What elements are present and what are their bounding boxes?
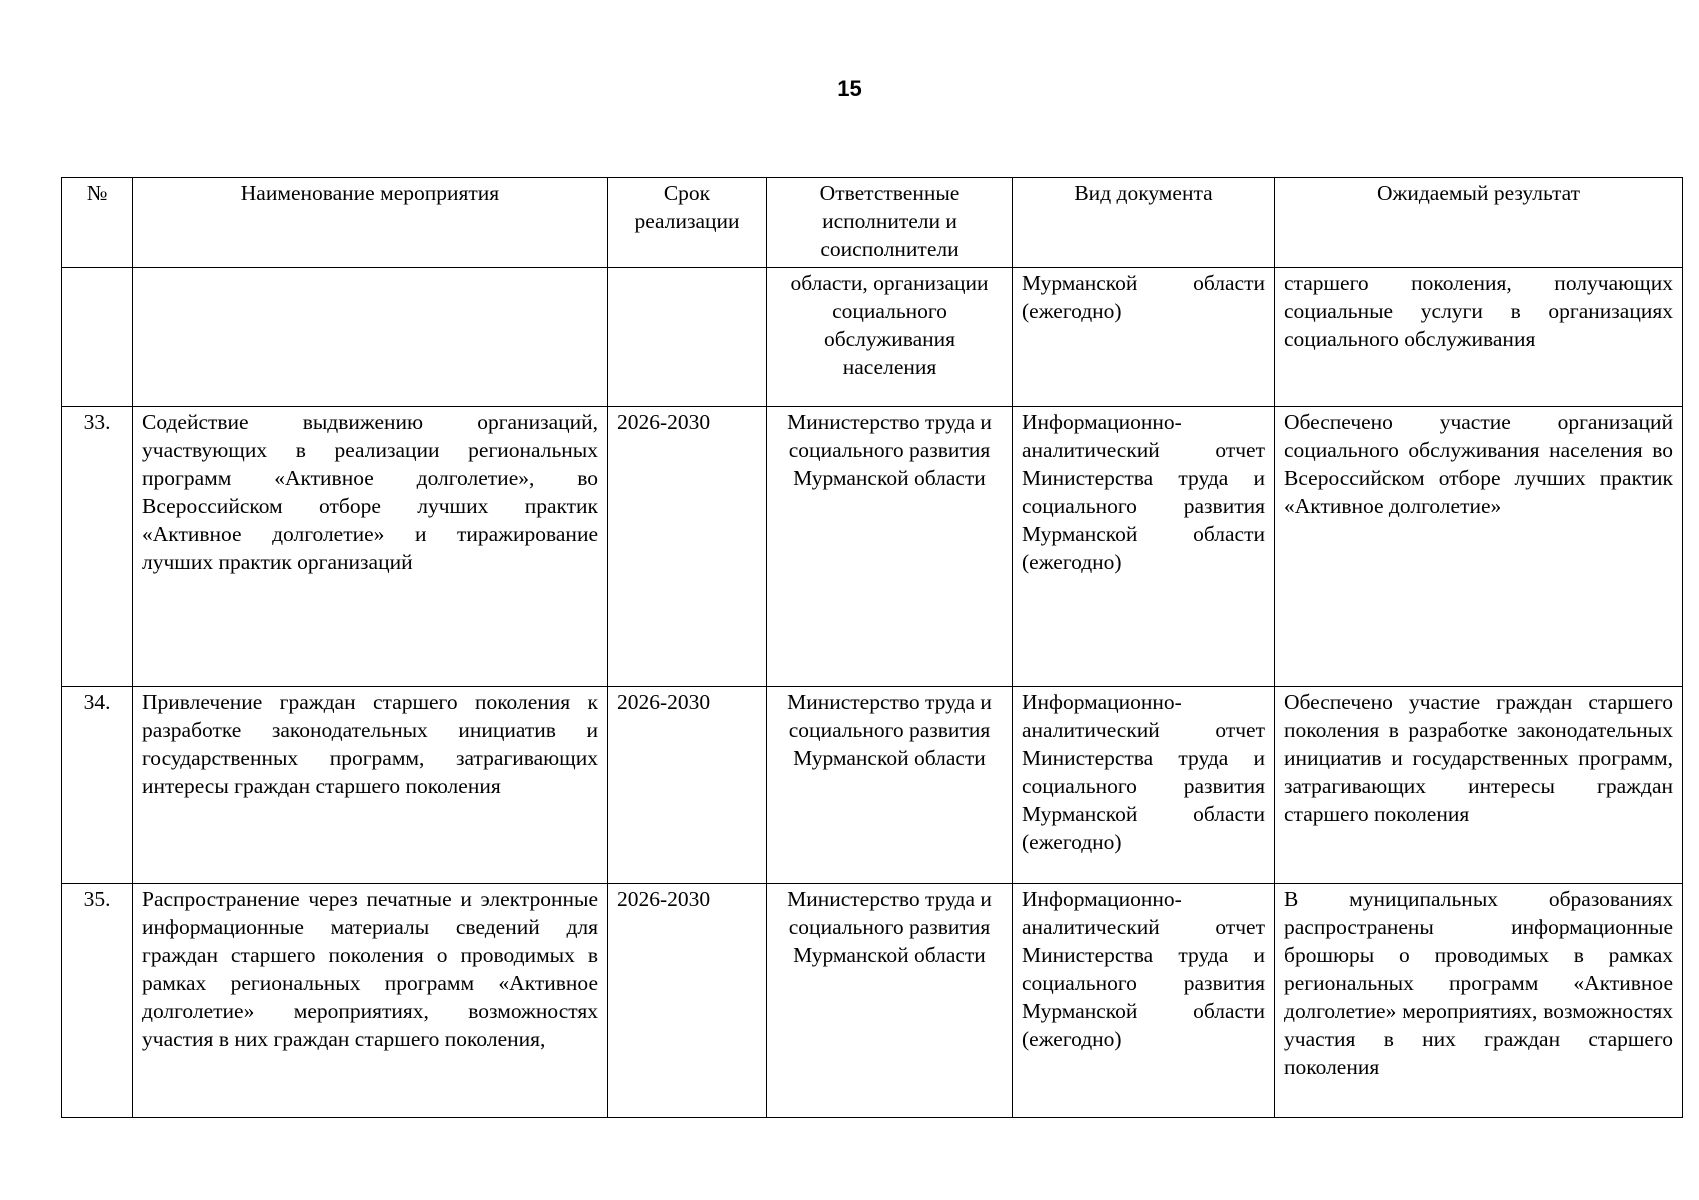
cell-executors: Министерство труда и социального развития Мурманской области: [767, 687, 1013, 884]
cell-num: 34.: [62, 687, 133, 884]
cell-name: Привлечение граждан старшего поколения к разработке законодательных инициатив и государственных программ, затрагивающих интересы граждан старшего поколения: [133, 687, 608, 884]
table-row-34: [62, 687, 1683, 884]
table-header-row: [62, 178, 1683, 268]
table-row-33: [62, 407, 1683, 687]
cell-executors: области, организации социального обслуживания населения: [767, 268, 1013, 407]
cell-doc-type: Информационно-аналитический отчет Министерства труда и социального развития Мурманской области (ежегодно): [1013, 884, 1275, 1118]
cell-name: [133, 268, 608, 407]
measures-table: [61, 177, 1683, 1118]
cell-term: 2026-2030: [608, 687, 767, 884]
cell-num: 33.: [62, 407, 133, 687]
table-row-continuation: [62, 268, 1683, 407]
header-name: Наименование мероприятия: [133, 178, 608, 268]
header-num: №: [62, 178, 133, 268]
header-doc-type: Вид документа: [1013, 178, 1275, 268]
cell-result: Обеспечено участие граждан старшего поколения в разработке законодательных инициатив и государственных программ, затрагивающих интересы граждан старшего поколения: [1275, 687, 1683, 884]
cell-executors: Министерство труда и социального развития Мурманской области: [767, 407, 1013, 687]
cell-term: [608, 268, 767, 407]
cell-executors: Министерство труда и социального развития Мурманской области: [767, 884, 1013, 1118]
cell-doc-type: Мурманской области (ежегодно): [1013, 268, 1275, 407]
cell-num: 35.: [62, 884, 133, 1118]
cell-result: В муниципальных образованиях распространены информационные брошюры о проводимых в рамках региональных программ «Активное долголетие» мероприятиях, возможностях участия в них граждан старшего поколения: [1275, 884, 1683, 1118]
cell-term: 2026-2030: [608, 407, 767, 687]
header-term: Срок реализации: [608, 178, 767, 268]
cell-term: 2026-2030: [608, 884, 767, 1118]
cell-name: Распространение через печатные и электронные информационные материалы сведений для граждан старшего поколения о проводимых в рамках региональных программ «Активное долголетие» мероприятиях, возможностях участия в них граждан старшего поколения,: [133, 884, 608, 1118]
header-executors: Ответственные исполнители и соисполнители: [767, 178, 1013, 268]
cell-result: старшего поколения, получающих социальные услуги в организациях социального обслуживания: [1275, 268, 1683, 407]
cell-num: [62, 268, 133, 407]
table-row-35: [62, 884, 1683, 1118]
cell-name: Содействие выдвижению организаций, участвующих в реализации региональных программ «Активное долголетие», во Всероссийском отборе лучших практик «Активное долголетие» и тиражирование лучших практик организаций: [133, 407, 608, 687]
cell-doc-type: Информационно-аналитический отчет Министерства труда и социального развития Мурманской области (ежегодно): [1013, 687, 1275, 884]
cell-result: Обеспечено участие организаций социального обслуживания населения во Всероссийском отборе лучших практик «Активное долголетие»: [1275, 407, 1683, 687]
header-result: Ожидаемый результат: [1275, 178, 1683, 268]
page-number: 15: [837, 76, 862, 101]
cell-doc-type: Информационно-аналитический отчет Министерства труда и социального развития Мурманской области (ежегодно): [1013, 407, 1275, 687]
